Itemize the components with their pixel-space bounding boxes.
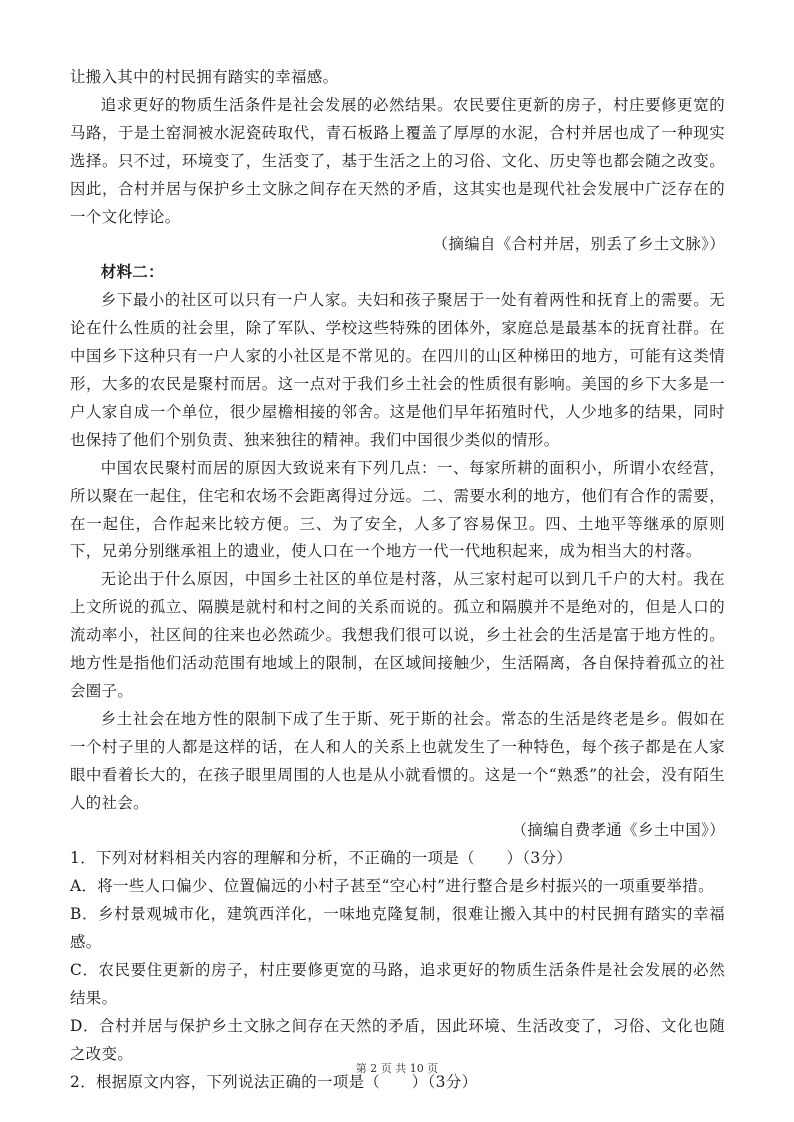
question-1-option-b: B．乡村景观城市化，建筑西洋化，一味地克隆复制，很难让搬入其中的村民拥有踏实的幸福感。 [70, 905, 725, 952]
material-2-paragraph-2: 中国农民聚村而居的原因大致说来有下列几点：一、每家所耕的面积小，所谓小农经营，所以聚在一起住，住宅和农场不会距离得过分远。二、需要水利的地方，他们有合作的需要，在一起住，合作起来比较方便。三、为了安全，人多了容易保卫。四、土地平等继承的原则下，兄弟分别继承祖上的遗业，使人口在一个地方一代一代地积起来，成为相当大的村落。 [70, 458, 725, 561]
question-1-option-d: D．合村并居与保护乡土文脉之间存在天然的矛盾，因此环境、生活改变了，习俗、文化也随之改变。 [70, 1016, 725, 1063]
question-1-option-c: C．农民要住更新的房子，村庄要修更宽的马路，追求更好的物质生活条件是社会发展的必然结果。 [70, 961, 725, 1007]
paragraph-continuation: 让搬入其中的村民拥有踏实的幸福感。 [70, 68, 339, 86]
source-citation-2: （摘编自费孝通《乡土中国》） [511, 821, 725, 840]
material-2-paragraph-4: 乡土社会在地方性的限制下成了生于斯、死于斯的社会。常态的生活是终老是乡。假如在一个村子里的人都是这样的话，在人和人的关系上也就发生了一种特色，每个孩子都是在人家眼中看着长大的，在孩子眼里周围的人也是从小就看惯的。这是一个“熟悉”的社会，没有陌生人的社会。 [70, 709, 725, 812]
question-1-option-a: A．将一些人口偏少、位置偏远的小村子甚至“空心村”进行整合是乡村振兴的一项重要举措。 [70, 877, 714, 896]
material-2-paragraph-1: 乡下最小的社区可以只有一户人家。夫妇和孩子聚居于一处有着两性和抚育上的需要。无论在什么性质的社会里，除了军队、学校这些特殊的团体外，家庭总是最基本的抚育社群。在中国乡下这种只有一户人家的小社区是不常见的。在四川的山区种梯田的地方，可能有这类情形，大多的农民是聚村而居。这一点对于我们乡土社会的性质很有影响。美国的乡下大多是一户人家自成一个单位，很少屋檐相接的邻舍。这是他们早年拓殖时代，人少地多的结果，同时也保持了他们个别负责、独来独往的精神。我们中国很少类似的情形。 [70, 291, 725, 449]
source-citation-1: （摘编自《合村并居，别丢了乡土文脉》） [432, 235, 725, 254]
material-2-heading: 材料二： [100, 263, 164, 282]
material-2-paragraph-3: 无论出于什么原因，中国乡土社区的单位是村落，从三家村起可以到几千户的大村。我在上文所说的孤立、隔膜是就村和村之间的关系而说的。孤立和隔膜并不是绝对的，但是人口的流动率小，社区间的往来也必然疏少。我想我们很可以说，乡土社会的生活是富于地方性的。地方性是指他们活动范围有地域上的限制，在区域间接触少，生活隔离，各自保持着孤立的社会圈子。 [70, 570, 725, 700]
question-1: 1．下列对材料相关内容的理解和分析，不正确的一项是（ ）（3分） [70, 849, 573, 868]
question-2: 2．根据原文内容，下列说法正确的一项是（ ）（3分） [70, 1072, 478, 1091]
page-number: 第 2 页 共 10 页 [355, 1062, 439, 1075]
paragraph-material-1-end: 追求更好的物质生活条件是社会发展的必然结果。农民要住更新的房子，村庄要修更宽的马路，于是土窑洞被水泥瓷砖取代，青石板路上覆盖了厚厚的水泥，合村并居也成了一种现实选择。只不过，环境变了，生活变了，基于生活之上的习俗、文化、历史等也都会随之改变。因此，合村并居与保护乡土文脉之间存在天然的矛盾，这其实也是现代社会发展中广泛存在的一个文化悖论。 [70, 95, 725, 226]
page-footer [0, 1060, 794, 1076]
document-body [70, 64, 725, 1097]
